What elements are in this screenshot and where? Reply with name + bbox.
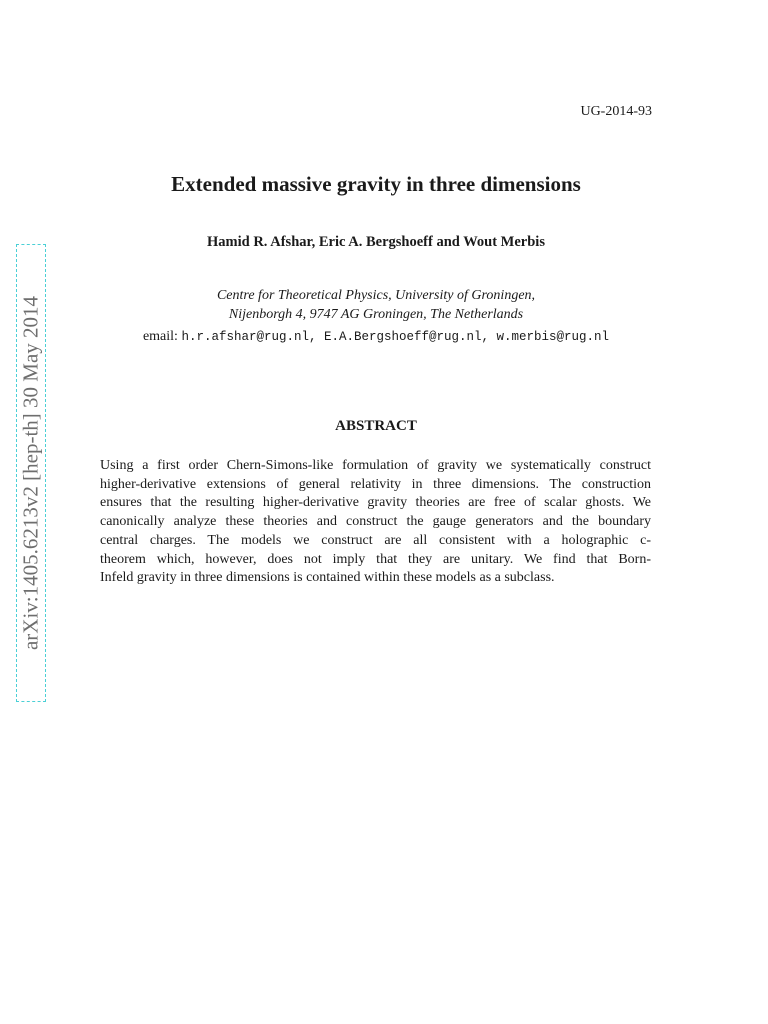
abstract-line: Infeld gravity in three dimensions is contained within these models as a subclass. (100, 570, 555, 586)
abstract-line: ensures that the resulting higher-derivative gravity theories are free of scalar ghosts. We (100, 495, 651, 511)
abstract-line: Using a first order Chern-Simons-like formulation of gravity we systematically construct (100, 458, 651, 473)
paper-title: Extended massive gravity in three dimensions (171, 172, 581, 196)
report-number: UG-2014-93 (580, 104, 652, 119)
abstract-line: canonically analyze these theories and construct the gauge generators and the boundary (100, 514, 651, 530)
email-addresses[interactable]: h.r.afshar@rug.nl, E.A.Bergshoeff@rug.nl, w.merbis@rug.nl (181, 330, 610, 344)
abstract-line: theorem which, however, does not imply that they are unitary. We find that Born- (100, 551, 651, 567)
affiliation (0, 286, 752, 324)
affiliation-line-1: Centre for Theoretical Physics, University of Groningen, (216, 288, 536, 303)
affiliation-line-2: Nijenborgh 4, 9747 AG Groningen, The Netherlands (228, 307, 524, 322)
author-list: Hamid R. Afshar, Eric A. Bergshoeff and Wout Merbis (207, 234, 545, 250)
arxiv-stamp[interactable] (16, 244, 46, 702)
abstract-line: central charges. The models we construct are all consistent with a holographic c- (100, 532, 651, 548)
email-label: email: (142, 329, 178, 344)
arxiv-stamp-text: arXiv:1405.6213v2 [hep-th] 30 May 2014 (18, 295, 43, 651)
abstract-heading: ABSTRACT (335, 418, 417, 434)
email-line (0, 329, 752, 345)
abstract-body (100, 457, 651, 588)
abstract-line: higher-derivative extensions of general relativity in three dimensions. The construction (100, 476, 651, 492)
